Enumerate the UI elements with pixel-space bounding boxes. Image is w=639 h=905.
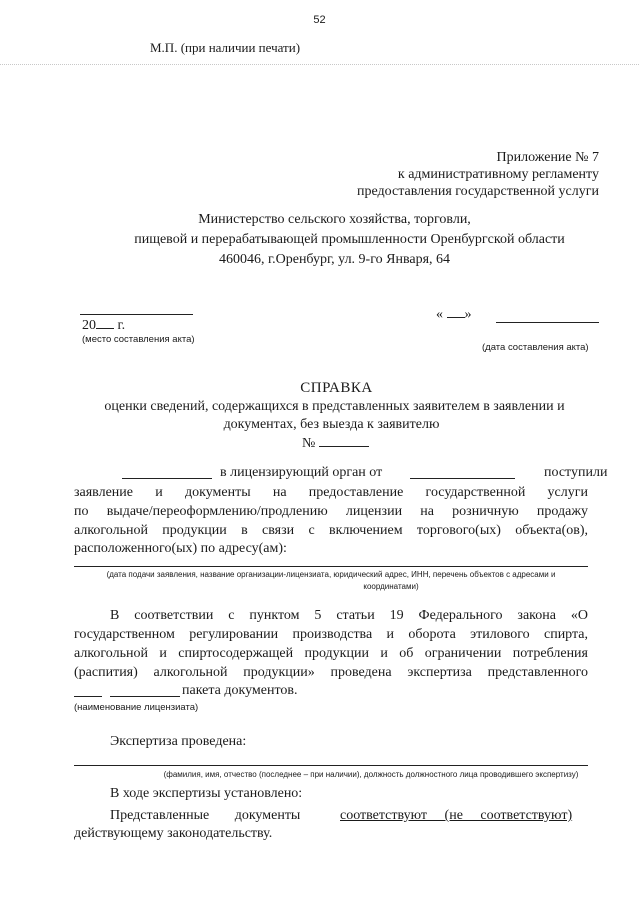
- date-caption: (дата составления акта): [482, 342, 589, 353]
- appendix-line2: к административному регламенту: [397, 167, 599, 182]
- licensee-blank-a: [74, 696, 102, 697]
- expertise-label: Экспертиза проведена:: [110, 734, 247, 749]
- findings-line2: действующему законодательству.: [74, 826, 273, 841]
- paragraph2-line3: алкогольной и спиртосодержащей продукции и об ограничении потребления: [74, 646, 588, 661]
- submission-date-blank: [122, 478, 212, 479]
- document-subtitle-line2: документах, без выезда к заявителю: [223, 417, 440, 432]
- findings-seg1: Представленные документы: [110, 808, 301, 823]
- date-open-quote: «: [436, 307, 443, 322]
- paragraph1-line5: расположенного(ых) по адресу(ам):: [74, 541, 287, 556]
- applicant-details-caption-line2: координатами): [363, 582, 419, 591]
- paragraph1-line3: по выдаче/переоформлению/продлению лицензии на розничную продажу: [74, 504, 588, 519]
- scan-divider: [0, 64, 639, 65]
- expert-blank: [74, 765, 588, 766]
- paragraph1-line4: алкогольной продукции в связи с включением торгового(ых) объекта(ов),: [74, 523, 588, 538]
- document-number: [302, 433, 369, 452]
- ministry-line2: пищевой и перерабатывающей промышленности Оренбургской области: [134, 232, 565, 247]
- applicant-details-blank: [74, 566, 588, 567]
- findings-seg2: соответствуют (не соответствуют): [340, 808, 573, 823]
- paragraph2-line2: государственном регулировании производства и оборота этилового спирта,: [74, 627, 588, 642]
- year-blank: [96, 315, 114, 329]
- licensee-caption: (наименование лицензиата): [74, 702, 199, 713]
- number-label: №: [302, 436, 316, 451]
- paragraph1-seg1: в лицензирующий орган от: [220, 465, 383, 480]
- place-year: [82, 315, 125, 334]
- date-close-quote: »: [464, 307, 472, 322]
- number-blank: [319, 433, 369, 447]
- paragraph2-line4: (распития) алкогольной продукции» проведена экспертиза представленного: [74, 665, 588, 680]
- expert-caption: (фамилия, имя, отчество (последнее – при наличии), должность должностного лица проводившего экспертизу): [163, 770, 579, 779]
- paragraph2-line5-tail: пакета документов.: [182, 683, 298, 698]
- ministry-line3: 460046, г.Оренбург, ул. 9-го Января, 64: [218, 252, 451, 267]
- applicant-blank: [410, 478, 515, 479]
- paragraph1-line2: заявление и документы на предоставление государственной услуги: [74, 485, 588, 500]
- page-number: 52: [313, 14, 326, 26]
- document-title: СПРАВКА: [300, 380, 373, 396]
- ministry-line1: Министерство сельского хозяйства, торговли,: [198, 212, 471, 227]
- licensee-blank-b: [110, 696, 180, 697]
- document-subtitle-line1: оценки сведений, содержащихся в представленных заявителем в заявлении и: [104, 399, 565, 414]
- paragraph1-seg2: поступили: [544, 465, 608, 480]
- year-prefix: 20: [82, 318, 96, 333]
- paragraph2-line1: В соответствии с пунктом 5 статьи 19 Федерального закона «О: [110, 608, 588, 623]
- findings-intro: В ходе экспертизы установлено:: [110, 786, 303, 801]
- date-day-blank: [447, 304, 465, 318]
- date-month-year-blank: [496, 322, 599, 323]
- appendix-line3: предоставления государственной услуги: [357, 184, 599, 199]
- stamp-note: М.П. (при наличии печати): [150, 40, 301, 55]
- appendix-line1: Приложение № 7: [496, 150, 599, 165]
- date-field: [436, 304, 472, 323]
- place-caption: (место составления акта): [82, 334, 195, 345]
- year-suffix: г.: [117, 318, 126, 333]
- applicant-details-caption-line1: (дата подачи заявления, название организации-лицензиата, юридический адрес, ИНН, перечень объектов с адресами и: [106, 570, 556, 579]
